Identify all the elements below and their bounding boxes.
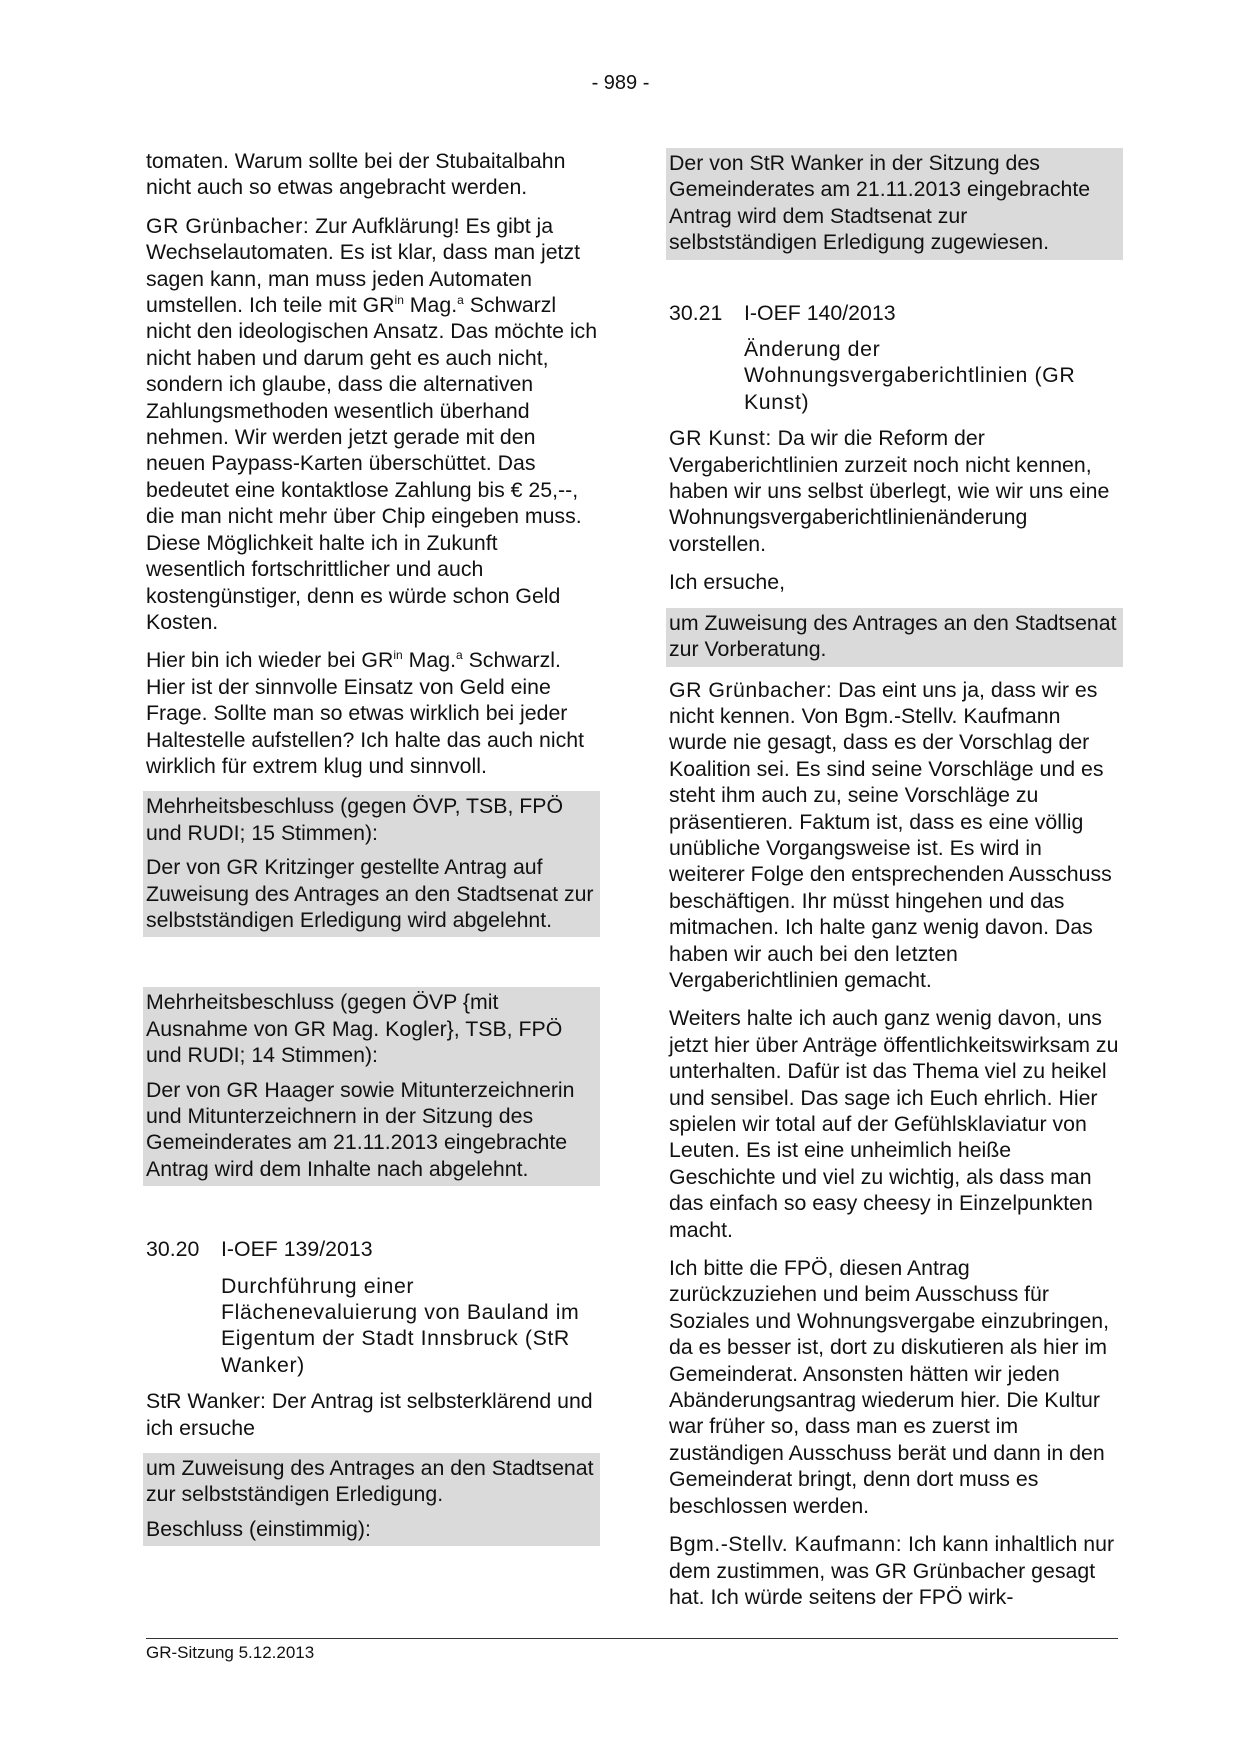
agenda-item-title: Änderung der Wohnungsvergaberichtlinien (GR Kunst) [744,337,1076,414]
paragraph: Ich ersuche, [669,570,786,595]
spacer [146,1186,600,1236]
motion-text: um Zuweisung des Antrages an den Stadtsenat zur Vorberatung. [669,610,1117,662]
speaker-name: GR Grünbacher: [669,677,833,702]
paragraph: Ich bitte die FPÖ, diesen Antrag zurückzuziehen und beim Ausschuss für Soziales und Wohnungsvergabe einzubringen, da es besser ist, dort zu diskutieren als hier im Gemeinderat. Ansonsten hätten wir jeden Abänderungsantrag wiederum hier. Die Kultur war früher so, dass man es zuerst im zuständigen Ausschuss berät und dann in den Gemeinderat bringt, denn dort muss es beschlossen werden. [669,1256,1110,1518]
motion-box [666,608,1123,667]
resolution-text: Der von StR Wanker in der Sitzung des Gemeinderates am 21.11.2013 eingebrachte Antrag wird dem Stadtsenat zur selbstständigen Erledigung zugewiesen. [669,151,1091,255]
resolution-box [143,987,600,1186]
resolution-text: Der von GR Haager sowie Mitunterzeichnerin und Mitunterzeichnern in der Sitzung des Gemeinderates am 21.11.2013 eingebrachte Antrag wird dem Inhalte nach abgelehnt. [146,1077,575,1181]
page-number: - 989 - [591,72,650,94]
spacer [146,937,600,987]
agenda-item-heading [669,300,1123,326]
decision-label: Beschluss (einstimmig): [146,1516,371,1541]
agenda-item-code: I-OEF 140/2013 [744,300,896,325]
paragraph: GR Grünbacher: Zur Aufklärung! Es gibt ja Wechselautomaten. Es ist klar, dass man jetzt sagen kann, man muss jeden Automaten umstellen. Ich teile mit $GR^{in}$ Mag.$^a$ Schwarzl nicht den ideologischen Ansatz. Das möchte ich nicht haben und darum geht es auch nicht, sondern ich glaube, dass die alternativen Zahlungsmethoden wesentlich überhand nehmen. Wir werden jetzt gerade mit den neuen Paypass-Karten überschüttet. Das bedeutet eine kontaktlose Zahlung bis € 25,--, die man nicht mehr über Chip eingeben muss. Diese Möglichkeit halte ich in Zukunft wesentlich fortschrittlicher und auch kostengünstiger, denn es würde schon Geld Kosten. [146,213,598,634]
vote-result: Mehrheitsbeschluss (gegen ÖVP, TSB, FPÖ und RUDI; 15 Stimmen): [146,794,564,845]
spacer [669,260,1123,300]
resolution-box [143,791,600,937]
right-column [669,148,1123,1622]
paragraph: tomaten. Warum sollte bei der Stubaitalbahn nicht auch so etwas angebracht werden. [146,149,566,200]
paragraph: Hier bin ich wieder bei $GR^{in}$ Mag.$^a$ Schwarzl. Hier ist der sinnvolle Einsatz von Geld eine Frage. Sollte man so etwas wirklich bei jeder Haltestelle aufstellen? Ich halte das auch nicht wirklich für extrem klug und sinnvoll. [146,648,585,778]
resolution-box [666,148,1123,260]
footer-session-date: GR-Sitzung 5.12.2013 [146,1643,315,1662]
agenda-item-number: 30.20 [146,1237,200,1262]
agenda-item-title: Durchführung einer Flächenevaluierung von Bauland im Eigentum der Stadt Innsbruck (StR Wanker) [221,1273,580,1377]
speaker-name: GR Kunst: [669,426,772,451]
paragraph: GR Kunst: Da wir die Reform der Vergaberichtlinien zurzeit noch nicht kennen, haben wir uns selbst überlegt, wie wir uns eine Wohnungsvergaberichtlinienänderung vorstellen. [669,426,1110,556]
motion-text: um Zuweisung des Antrages an den Stadtsenat zur selbstständigen Erledigung. [146,1456,594,1507]
paragraph: GR Grünbacher: Das eint uns ja, dass wir es nicht kennen. Von Bgm.-Stellv. Kaufmann wurde nie gesagt, dass es der Vorschlag der Koalition sei. Es sind seine Vorschläge und es steht ihm auch zu, seine Vorschläge zu präsentieren. Faktum ist, dass es eine völlig unübliche Vorgangsweise ist. Es wird in weiterer Folge den entsprechenden Ausschuss beschäftigen. Ihr müsst hingehen und das mitmachen. Ich halte ganz wenig davon. Das haben wir auch bei den letzten Vergaberichtlinien gemacht. [669,677,1112,992]
speaker-name: StR Wanker: [146,1389,266,1414]
speaker-name: Bgm.-Stellv. Kaufmann: [669,1532,903,1557]
resolution-text: Der von GR Kritzinger gestellte Antrag auf Zuweisung des Antrages an den Stadtsenat zur selbstständigen Erledigung wird abgelehnt. [146,855,594,932]
paragraph: Weiters halte ich auch ganz wenig davon, uns jetzt hier über Anträge öffentlichkeitswirksam zu unterhalten. Dafür ist das Thema viel zu heikel und sensibel. Das sage ich Euch ehrlich. Hier spielen wir total auf der Gefühlsklaviatur von Leuten. Es ist eine unheimlich heiße Geschichte und viel zu wichtig, als dass man das einfach so easy cheesy in Einzelpunkten macht. [669,1006,1119,1242]
paragraph: StR Wanker: Der Antrag ist selbsterklärend und ich ersuche [146,1389,593,1440]
vote-result: Mehrheitsbeschluss (gegen ÖVP {mit Ausnahme von GR Mag. Kogler}, TSB, FPÖ und RUDI; 14 Stimmen): [146,990,563,1068]
motion-box [143,1453,600,1546]
agenda-item-heading [146,1236,600,1262]
agenda-item-code: I-OEF 139/2013 [221,1237,373,1262]
paragraph: Bgm.-Stellv. Kaufmann: Ich kann inhaltlich nur dem zustimmen, was GR Grünbacher gesagt hat. Ich würde seitens der FPÖ wirk- [669,1532,1115,1609]
speaker-name: GR Grünbacher: [146,213,310,238]
left-column [146,148,600,1546]
agenda-item-number: 30.21 [669,300,723,325]
footer-divider [146,1638,1118,1639]
